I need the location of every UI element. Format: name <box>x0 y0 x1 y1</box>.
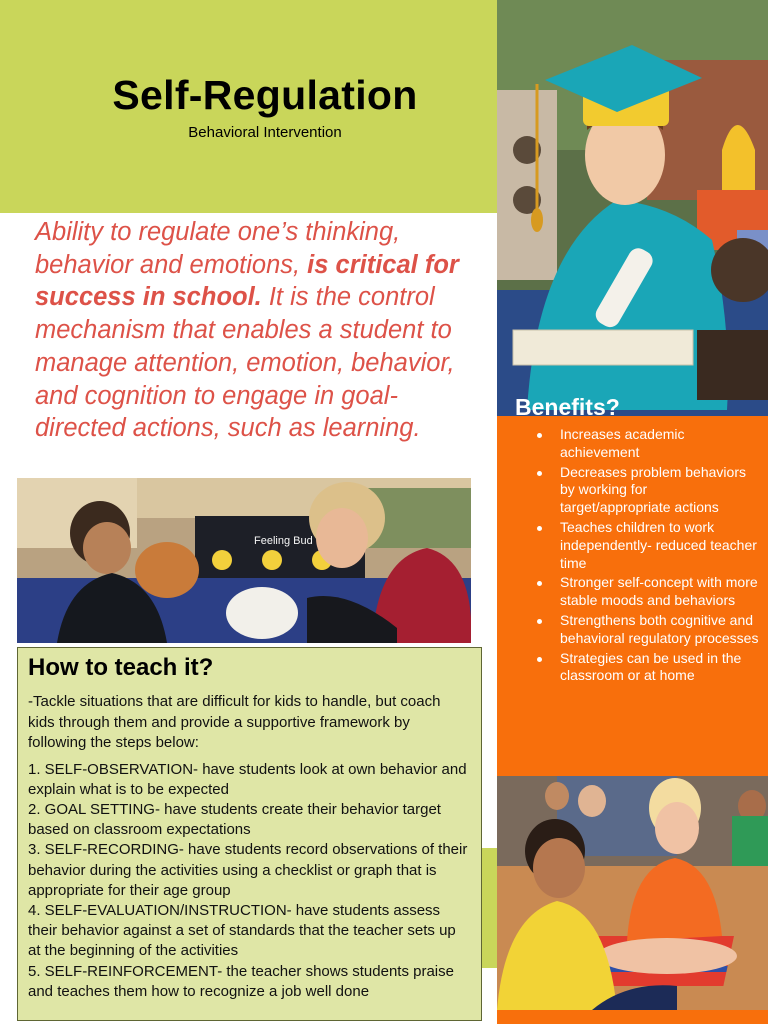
benefits-list <box>537 426 759 685</box>
poster-text: Feeling Bud <box>254 535 313 547</box>
how-to-teach-title: How to teach it? <box>28 654 214 681</box>
benefit-item: Increases academic achievement <box>537 426 759 462</box>
benefits-title: Benefits? <box>515 394 620 420</box>
intro-text-part2: It is the control mechanism that enables a student to manage attention, emotion, behavior, and cognition to engage in goal-directed actions, such as learning. <box>35 283 455 443</box>
children-sitting-photo <box>497 776 768 1010</box>
steps-list <box>28 760 471 1002</box>
how-to-teach-box <box>17 647 482 1021</box>
step-item: 2. GOAL SETTING- have students create their behavior target based on classroom expectations <box>28 800 441 839</box>
benefit-item: Decreases problem behaviors by working for target/appropriate actions <box>537 464 759 517</box>
intro-paragraph <box>35 216 485 445</box>
benefit-item: Strengthens both cognitive and behavioral regulatory processes <box>537 612 759 648</box>
step-item: 5. SELF-REINFORCEMENT- the teacher shows students praise and teaches them how to recognize a job well done <box>28 962 454 1000</box>
benefits-panel <box>497 394 768 776</box>
step-item: 1. SELF-OBSERVATION- have students look at own behavior and explain what is to be expected <box>28 760 467 798</box>
how-to-teach-intro: -Tackle situations that are difficult for kids to handle, but coach kids through them and provide a supportive framework by following the steps below: <box>28 693 441 751</box>
page-subtitle: Behavioral Intervention <box>188 124 342 141</box>
bottom-orange-bar <box>497 1010 768 1024</box>
step-item: 3. SELF-RECORDING- have students record observations of their behavior during the activities using a checklist or graph that is appropriate for their age group <box>28 841 468 899</box>
teacher-child-photo <box>17 478 471 643</box>
benefit-item: Stronger self-concept with more stable moods and behaviors <box>537 574 759 610</box>
intro-text-part1: Ability to regulate one’s thinking, behavior and emotions, <box>35 218 401 279</box>
step-item: 4. SELF-EVALUATION/INSTRUCTION- have students assess their behavior against a set of standards that the teacher sets up at the beginning of the activities <box>28 901 456 960</box>
graduate-child-photo <box>497 0 768 418</box>
intro-emphasis: is critical for success in school. <box>35 250 459 312</box>
accent-strip <box>482 848 497 968</box>
benefit-item: Strategies can be used in the classroom or at home <box>537 650 759 686</box>
page-title: Self-Regulation <box>112 72 418 118</box>
benefit-item: Teaches children to work independently- reduced teacher time <box>537 519 759 572</box>
